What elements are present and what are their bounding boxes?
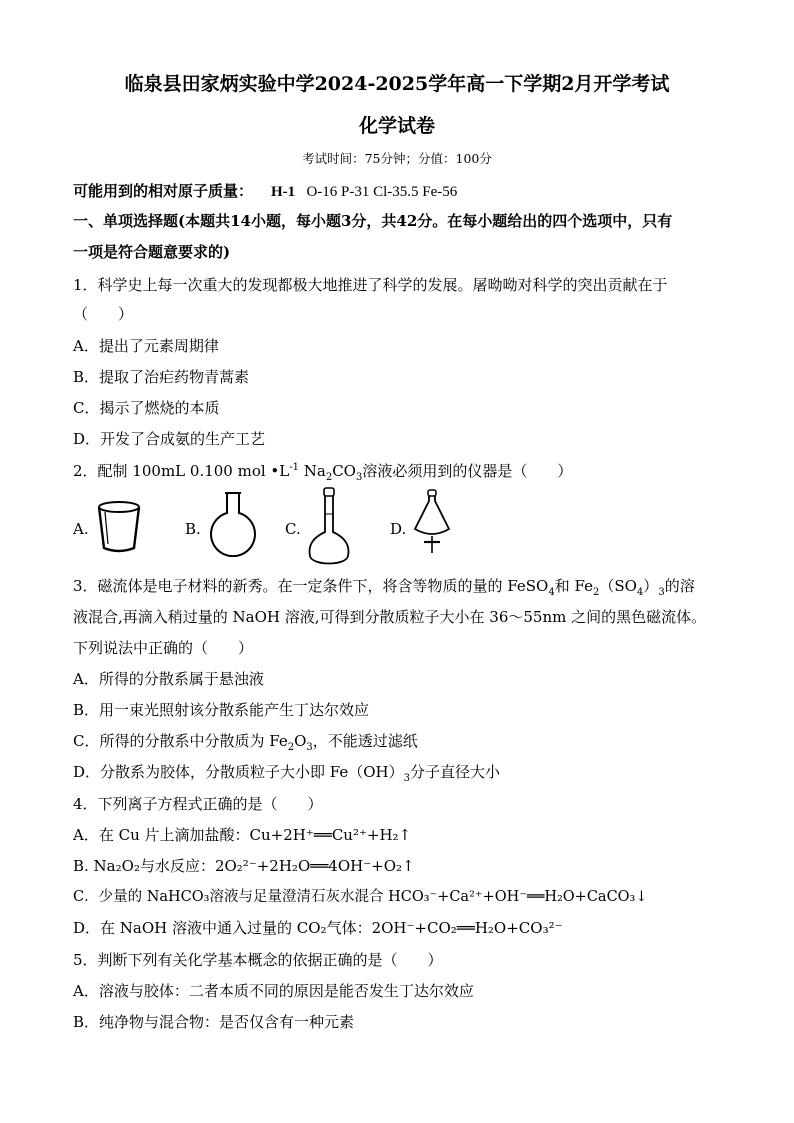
q3-stem-line3: 下列说法中正确的（ ） — [73, 639, 254, 657]
q3-option-b: B．用一束光照射该分散系能产生丁达尔效应 — [73, 701, 370, 719]
q4-option-a-equation: Cu+2H⁺══Cu²⁺+H₂↑ — [249, 826, 412, 844]
section-heading-line2: 一项是符合题意要求的) — [73, 243, 231, 261]
q1-option-b: B．提取了治疟药物青蒿素 — [73, 368, 250, 386]
q1-option-a: A．提出了元素周期律 — [73, 337, 219, 355]
q1-stem-line2: （ ） — [73, 305, 134, 323]
q2-option-a-label: A. — [73, 520, 89, 538]
q4-option-d: D．在 NaOH 溶液中通入过量的 CO₂气体：2OH⁻+CO₂══H₂O+CO₃²⁻ — [73, 919, 563, 937]
atomic-masses — [73, 181, 457, 202]
q5-option-b: B．纯净物与混合物：是否仅含有一种元素 — [73, 1013, 355, 1031]
q2-option-c-label: C. — [285, 520, 301, 538]
q3-option-d: D．分散系为胶体，分散质粒子大小即 $Fe(OH)_3$分子直径大小 — [73, 763, 501, 784]
q5-option-a: A．溶液与胶体：二者本质不同的原因是能否发生丁达尔效应 — [73, 982, 474, 1000]
q2-option-b-label: B. — [185, 520, 201, 538]
q3-option-c: C．所得的分散系中分散质为 $Fe_2O_3$，不能透过滤纸 — [73, 732, 418, 753]
q4-option-c-equation: HCO₃⁻+Ca²⁺+OH⁻══H₂O+CaCO₃↓ — [388, 889, 648, 905]
atomic-mass-h: H-1 — [271, 184, 296, 200]
atomic-masses-label: 可能用到的相对原子质量： — [73, 182, 254, 200]
exam-info: 考试时间：75分钟；分值：100分 — [302, 151, 492, 166]
round-bottom-flask-icon — [208, 491, 258, 557]
q4-option-b-equation: 2O₂²⁻+2H₂O══4OH⁻+O₂↑ — [214, 857, 415, 875]
q3-stem-line2: 液混合,再滴入稍过量的 NaOH 溶液,可得到分散质粒子大小在 36～55nm 之间的黑色磁流体。 — [73, 608, 707, 626]
exam-title: 临泉县田家炳实验中学2024-2025学年高一下学期2月开学考试 — [124, 73, 670, 95]
q4-option-d-equation: 2OH⁻+CO₂══H₂O+CO₃²⁻ — [371, 919, 563, 937]
separatory-funnel-icon — [412, 489, 454, 555]
q2-option-d-label: D. — [390, 520, 407, 538]
q1-option-d: D．开发了合成氨的生产工艺 — [73, 430, 266, 448]
exam-subtitle: 化学试卷 — [358, 115, 435, 137]
volumetric-flask-icon — [306, 486, 352, 570]
q5-stem: 5．判断下列有关化学基本概念的依据正确的是（ ） — [73, 951, 443, 969]
q4-stem: 4．下列离子方程式正确的是（ ） — [73, 795, 323, 813]
beaker-icon — [95, 498, 143, 554]
q4-option-c: C．少量的 NaHCO₃溶液与足量澄清石灰水混合 HCO₃⁻+Ca²⁺+OH⁻══H₂O+CaCO₃↓ — [73, 889, 648, 905]
q2-stem: 2．配制 100mL 0.100 mol $•L^{-1}$ $Na_2CO_3$溶液必须用到的仪器是（ ） — [73, 462, 573, 483]
q3-option-a: A．所得的分散系属于悬浊液 — [73, 670, 264, 688]
atomic-mass-rest: O-16 P-31 Cl-35.5 Fe-56 — [306, 184, 458, 200]
q1-option-c: C．揭示了燃烧的本质 — [73, 399, 220, 417]
q1-stem-line1: 1．科学史上每一次重大的发现都极大地推进了科学的发展。屠呦呦对科学的突出贡献在于 — [73, 276, 668, 294]
q3-stem-line1: 3．磁流体是电子材料的新秀。在一定条件下，将含等物质的量的 FeSO$_4$和 $Fe_2(SO_4)_3$的溶 — [73, 577, 695, 598]
section-heading-line1: 一、单项选择题(本题共14小题，每小题3分，共42分。在每小题给出的四个选项中，只有 — [73, 212, 673, 230]
q4-option-b: B. Na₂O₂与水反应：2O₂²⁻+2H₂O══4OH⁻+O₂↑ — [73, 857, 415, 875]
q4-option-a: A．在 Cu 片上滴加盐酸：Cu+2H⁺══Cu²⁺+H₂↑ — [73, 826, 412, 844]
